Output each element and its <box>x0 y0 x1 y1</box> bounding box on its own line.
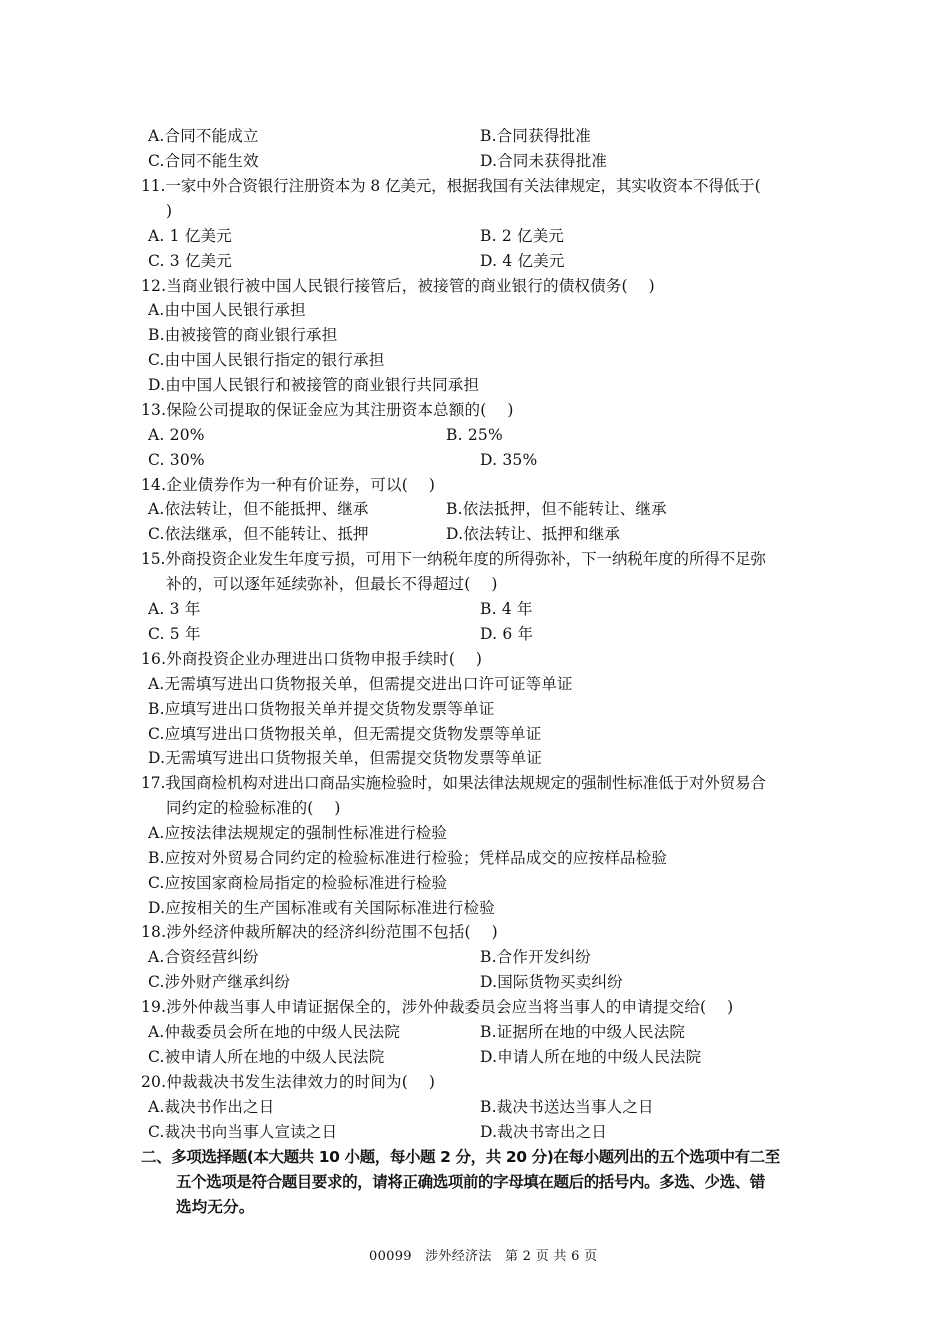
q12-option-b: B.由被接管的商业银行承担 <box>148 326 338 344</box>
q14-option-b: B.依法抵押，但不能转让、继承 <box>446 500 667 518</box>
q19-option-b: B.证据所在地的中级人民法院 <box>480 1023 686 1041</box>
q11-option-d: D. 4 亿美元 <box>480 252 565 270</box>
q16-stem: 16.外商投资企业办理进出口货物申报手续时( ) <box>141 650 483 668</box>
q19-option-a: A.仲裁委员会所在地的中级人民法院 <box>148 1023 401 1041</box>
q16-option-c: C.应填写进出口货物报关单，但无需提交货物发票等单证 <box>148 725 542 743</box>
section2-heading-end: 选均无分。 <box>176 1198 255 1216</box>
q11-option-c: C. 3 亿美元 <box>148 252 233 270</box>
q13-option-b: B. 25% <box>446 426 503 444</box>
q15-option-c: C. 5 年 <box>148 625 201 643</box>
q14-option-d: D.依法转让、抵押和继承 <box>446 525 621 543</box>
q15-option-a: A. 3 年 <box>148 600 201 618</box>
q16-option-a: A.无需填写进出口货物报关单，但需提交进出口许可证等单证 <box>148 675 573 693</box>
q14-option-c: C.依法继承，但不能转让、抵押 <box>148 525 369 543</box>
q10-option-b: B.合同获得批准 <box>480 127 591 145</box>
q14-option-a: A.依法转让，但不能抵押、继承 <box>148 500 369 518</box>
q12-option-c: C.由中国人民银行指定的银行承担 <box>148 351 385 369</box>
q11-option-a: A. 1 亿美元 <box>148 227 232 245</box>
q14-stem: 14.企业债券作为一种有价证券，可以( ) <box>141 476 436 494</box>
q10-option-d: D.合同未获得批准 <box>480 152 608 170</box>
q18-stem: 18.涉外经济仲裁所解决的经济纠纷范围不包括( ) <box>141 923 498 941</box>
q17-option-d: D.应按相关的生产国标准或有关国际标准进行检验 <box>148 899 495 917</box>
q17-option-c: C.应按国家商检局指定的检验标准进行检验 <box>148 874 448 892</box>
q15-stem: 15.外商投资企业发生年度亏损，可用下一纳税年度的所得弥补，下一纳税年度的所得不足弥 <box>141 550 766 568</box>
q20-option-b: B.裁决书送达当事人之日 <box>480 1098 654 1116</box>
q13-option-c: C. 30% <box>148 451 205 469</box>
q12-option-d: D.由中国人民银行和被接管的商业银行共同承担 <box>148 376 480 394</box>
q17-option-b: B.应按对外贸易合同约定的检验标准进行检验；凭样品成交的应按样品检验 <box>148 849 668 867</box>
q16-option-d: D.无需填写进出口货物报关单，但需提交货物发票等单证 <box>148 749 543 767</box>
q18-option-c: C.涉外财产继承纠纷 <box>148 973 291 991</box>
q17-stem: 17.我国商检机构对进出口商品实施检验时，如果法律法规规定的强制性标准低于对外贸易合 <box>141 774 766 792</box>
page-footer: 00099 涉外经济法 第 2 页 共 6 页 <box>369 1249 598 1264</box>
q19-option-c: C.被申请人所在地的中级人民法院 <box>148 1048 385 1066</box>
q12-option-a: A.由中国人民银行承担 <box>148 301 306 319</box>
q11-option-b: B. 2 亿美元 <box>480 227 565 245</box>
q13-stem: 13.保险公司提取的保证金应为其注册资本总额的( ) <box>141 401 514 419</box>
q15-stem-cont: 补的，可以逐年延续弥补，但最长不得超过( ) <box>166 575 498 593</box>
q13-option-a: A. 20% <box>148 426 205 444</box>
q19-option-d: D.申请人所在地的中级人民法院 <box>480 1048 702 1066</box>
q11-stem-cont: ) <box>166 202 173 220</box>
q15-option-d: D. 6 年 <box>480 625 534 643</box>
q20-option-a: A.裁决书作出之日 <box>148 1098 275 1116</box>
q18-option-d: D.国际货物买卖纠纷 <box>480 973 623 991</box>
q10-option-a: A.合同不能成立 <box>148 127 259 145</box>
q18-option-a: A.合资经营纠纷 <box>148 948 259 966</box>
q13-option-d: D. 35% <box>480 451 538 469</box>
q17-stem-cont: 同约定的检验标准的( ) <box>166 799 341 817</box>
q18-option-b: B.合作开发纠纷 <box>480 948 591 966</box>
q10-option-c: C.合同不能生效 <box>148 152 259 170</box>
q16-option-b: B.应填写进出口货物报关单并提交货物发票等单证 <box>148 700 495 718</box>
q15-option-b: B. 4 年 <box>480 600 533 618</box>
q20-option-c: C.裁决书向当事人宣读之日 <box>148 1123 338 1141</box>
q17-option-a: A.应按法律法规规定的强制性标准进行检验 <box>148 824 448 842</box>
q11-stem: 11.一家中外合资银行注册资本为 8 亿美元，根据我国有关法律规定，其实收资本不得低于( <box>141 177 761 195</box>
q12-stem: 12.当商业银行被中国人民银行接管后，被接管的商业银行的债权债务( ) <box>141 277 655 295</box>
q19-stem: 19.涉外仲裁当事人申请证据保全的，涉外仲裁委员会应当将当事人的申请提交给( ) <box>141 998 734 1016</box>
section2-heading-cont: 五个选项是符合题目要求的，请将正确选项前的字母填在题后的括号内。多选、少选、错 <box>176 1173 765 1191</box>
q20-stem: 20.仲裁裁决书发生法律效力的时间为( ) <box>141 1073 436 1091</box>
q20-option-d: D.裁决书寄出之日 <box>480 1123 608 1141</box>
section2-heading: 二、多项选择题(本大题共 10 小题，每小题 2 分，共 20 分)在每小题列出的五个选项中有二至 <box>141 1148 780 1166</box>
